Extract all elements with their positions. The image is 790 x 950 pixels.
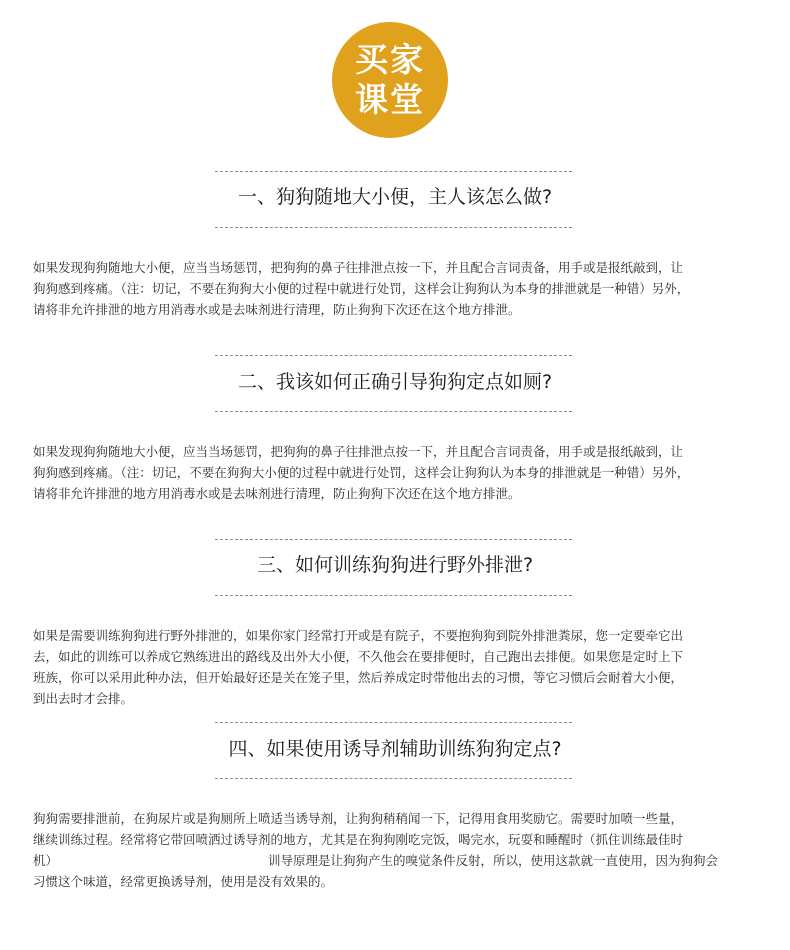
badge-title-line-1: 买家 bbox=[355, 40, 425, 79]
section-1-body bbox=[33, 257, 763, 320]
section-1-line-1: 如果发现狗狗随地大小便，应当当场惩罚，把狗狗的鼻子往排泄点按一下，并且配合言词责备，用手或是报纸敲到，让 bbox=[33, 260, 684, 275]
section-4-line-5: 习惯这个味道，经常更换诱导剂，使用是没有效果的。 bbox=[33, 874, 334, 889]
section-2-heading: 二、我该如何正确引导狗狗定点如厕? bbox=[237, 371, 553, 393]
section-3-line-3: 班族，你可以采用此种办法，但开始最好还是关在笼子里，然后养成定时带他出去的习惯，等它习惯后会耐着大小便， bbox=[33, 670, 684, 685]
section-3-line-2: 去，如此的训练可以养成它熟练进出的路线及出外大小便，不久他会在要排便时，自己跑出去排便。如果您是定时上下 bbox=[33, 649, 684, 664]
section-1-heading: 一、狗狗随地大小便，主人该怎么做? bbox=[237, 186, 553, 208]
buyer-class-badge bbox=[332, 22, 448, 138]
section-4-line-3-row bbox=[33, 850, 763, 871]
section-3-line-4: 到出去时才会排。 bbox=[33, 691, 134, 706]
section-4-line-2: 继续训练过程。经常将它带回喷洒过诱导剂的地方，尤其是在狗狗刚吃完饭，喝完水，玩耍和睡醒时（抓住训练最佳时 bbox=[33, 832, 684, 847]
section-3-heading: 三、如何训练狗狗进行野外排泄? bbox=[256, 554, 534, 576]
section-4-body bbox=[33, 808, 763, 892]
section-1-line-2: 狗狗感到疼痛。（注：切记，不要在狗狗大小便的过程中就进行处罚，这样会让狗狗认为本身的排泄就是一种错）另外， bbox=[33, 281, 690, 296]
section-3-line-1: 如果是需要训练狗狗进行野外排泄的，如果你家门经常打开或是有院子，不要抱狗狗到院外排泄粪尿，您一定要牵它出 bbox=[33, 628, 684, 643]
section-4-line-1: 狗狗需要排泄前，在狗尿片或是狗厕所上喷适当诱导剂，让狗狗稍稍闻一下，记得用食用奖励它。需要时加喷一些量， bbox=[33, 811, 684, 826]
section-2-line-2: 狗狗感到疼痛。（注：切记，不要在狗狗大小便的过程中就进行处罚，这样会让狗狗认为本身的排泄就是一种错）另外， bbox=[33, 465, 690, 480]
section-4-heading: 四、如果使用诱导剂辅助训练狗狗定点? bbox=[228, 738, 562, 760]
section-4-line-4: 训导原理是让狗狗产生的嗅觉条件反射，所以，使用这款就一直使用，因为狗狗会 bbox=[268, 853, 719, 868]
section-2-line-1: 如果发现狗狗随地大小便，应当当场惩罚，把狗狗的鼻子往排泄点按一下，并且配合言词责备，用手或是报纸敲到，让 bbox=[33, 444, 684, 459]
section-3-body bbox=[33, 625, 763, 709]
badge-title-line-2: 课堂 bbox=[355, 80, 425, 119]
section-4-line-3: 机） bbox=[33, 853, 59, 868]
section-2-body bbox=[33, 441, 763, 504]
section-2-line-3: 请将非允许排泄的地方用消毒水或是去味剂进行清理，防止狗狗下次还在这个地方排泄。 bbox=[33, 486, 521, 501]
section-1-line-3: 请将非允许排泄的地方用消毒水或是去味剂进行清理，防止狗狗下次还在这个地方排泄。 bbox=[33, 302, 521, 317]
